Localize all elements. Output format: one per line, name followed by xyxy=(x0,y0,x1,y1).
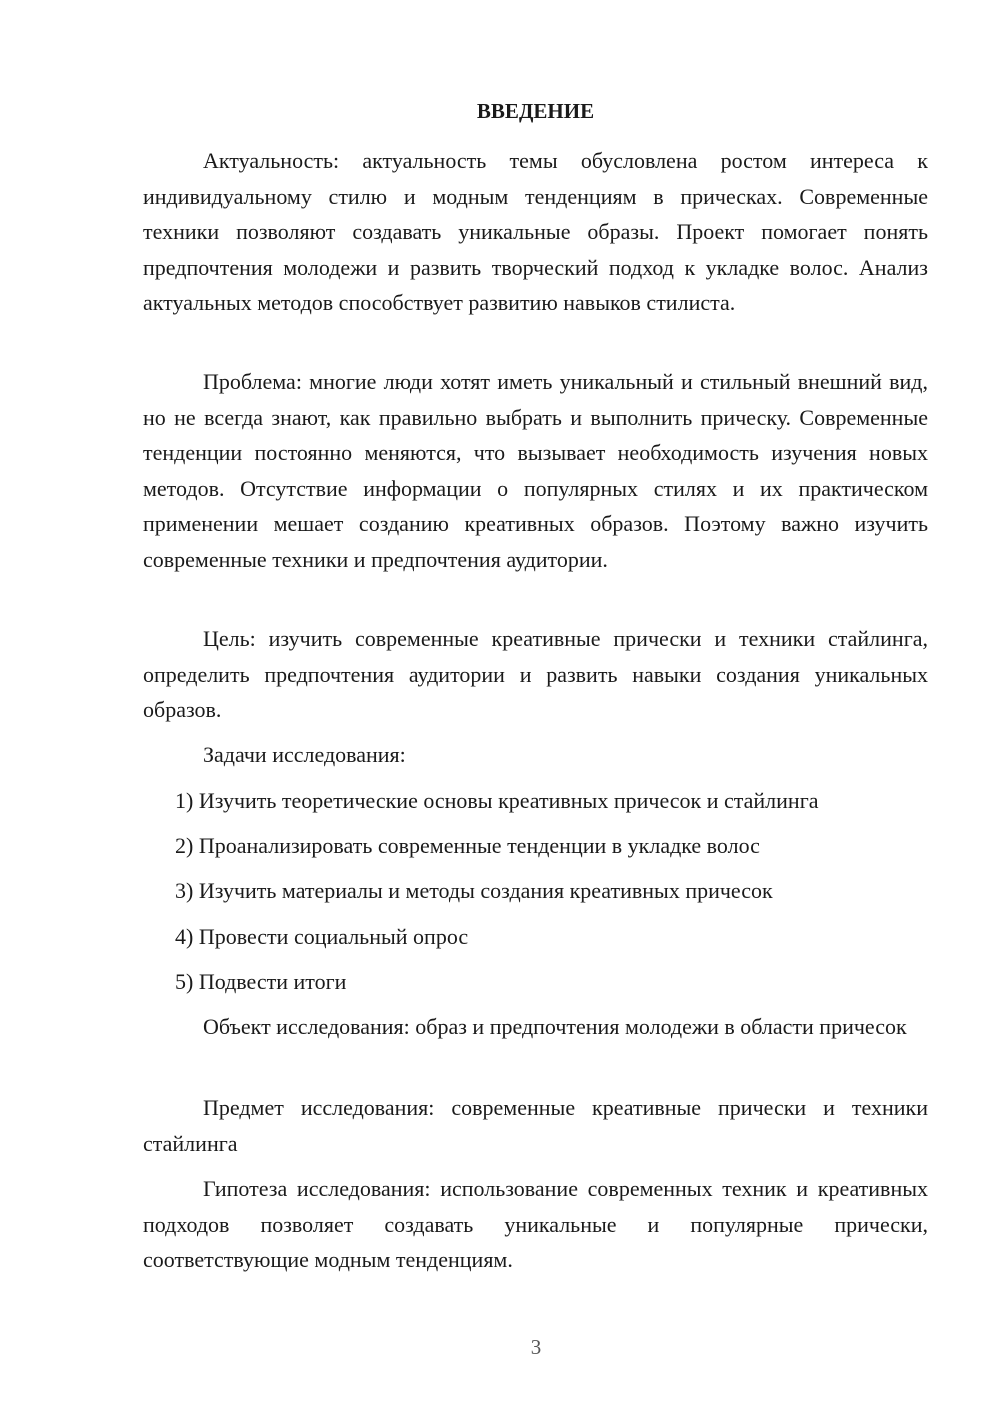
tasks-heading: Задачи исследования: xyxy=(203,742,406,767)
object-paragraph: Объект исследования: образ и предпочтения молодежи в области причесок xyxy=(203,1014,907,1039)
task-item-4: 4) Провести социальный опрос xyxy=(175,924,469,949)
task-item-1: 1) Изучить теоретические основы креативных причесок и стайлинга xyxy=(175,788,819,813)
task-item-3: 3) Изучить материалы и методы создания креативных причесок xyxy=(175,878,773,903)
page-number: 3 xyxy=(530,1335,542,1359)
goal-paragraph: Цель: изучить современные креативные прически и техники стайлинга, определить предпочтения аудитории и развить навыки создания уникальных образов. xyxy=(143,626,928,722)
subject-paragraph: Предмет исследования: современные креативные прически и техники стайлинга xyxy=(143,1095,928,1156)
page-title: ВВЕДЕНИЕ xyxy=(476,99,595,123)
relevance-paragraph: Актуальность: актуальность темы обусловлена ростом интереса к индивидуальному стилю и модным тенденциям в прическах. Современные техники позволяют создавать уникальные образы. Проект помогает понять предпочтения молодежи и развить творческий подход к укладке волос. Анализ актуальных методов способствует развитию навыков стилиста. xyxy=(143,148,928,315)
problem-paragraph: Проблема: многие люди хотят иметь уникальный и стильный внешний вид, но не всегда знают, как правильно выбрать и выполнить прическу. Современные тенденции постоянно меняются, что вызывает необходимость изучения новых методов. Отсутствие информации о популярных стилях и их практическом применении мешает созданию креативных образов. Поэтому важно изучить современные техники и предпочтения аудитории. xyxy=(143,369,928,572)
task-item-2: 2) Проанализировать современные тенденции в укладке волос xyxy=(175,833,760,858)
task-item-5: 5) Подвести итоги xyxy=(175,969,347,994)
hypothesis-paragraph: Гипотеза исследования: использование современных техник и креативных подходов позволяет создавать уникальные и популярные прически, соответствующие модным тенденциям. xyxy=(143,1176,928,1272)
